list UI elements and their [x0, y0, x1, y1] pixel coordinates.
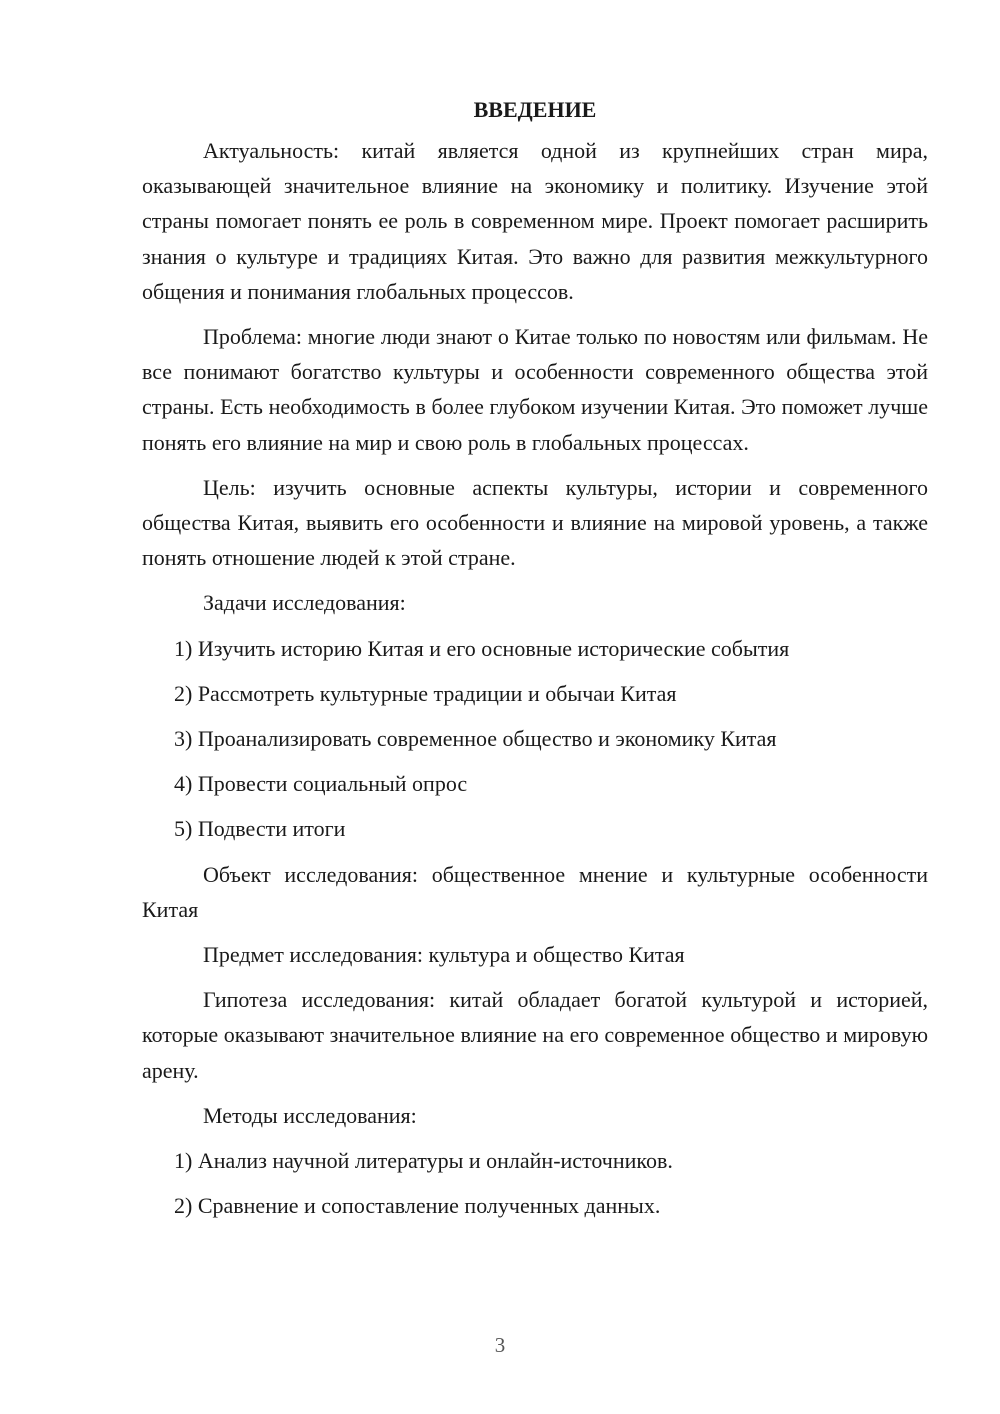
method-item: 2) Сравнение и сопоставление полученных данных.	[174, 1193, 661, 1219]
section-title: ВВЕДЕНИЕ	[473, 97, 597, 122]
object-paragraph: Объект исследования: общественное мнение и культурные особенности Китая	[142, 861, 928, 922]
task-item: 2) Рассмотреть культурные традиции и обычаи Китая	[174, 680, 677, 706]
relevance-paragraph: Актуальность: китай является одной из крупнейших стран мира, оказывающей значительное влияние на экономику и политику. Изучение этой страны помогает понять ее роль в современном мире. Проект помогает расширить знания о культуре и традициях Китая. Это важно для развития межкультурного общения и понимания глобальных процессов.	[142, 138, 928, 304]
task-item: 1) Изучить историю Китая и его основные исторические события	[174, 635, 790, 661]
task-item: 4) Провести социальный опрос	[174, 771, 468, 797]
task-item: 3) Проанализировать современное общество и экономику Китая	[174, 726, 777, 752]
tasks-heading: Задачи исследования:	[203, 590, 406, 616]
task-item: 5) Подвести итоги	[174, 816, 346, 842]
method-item: 1) Анализ научной литературы и онлайн-источников.	[174, 1148, 673, 1174]
methods-heading: Методы исследования:	[203, 1102, 417, 1128]
methods-list	[142, 1143, 928, 1223]
goal-paragraph: Цель: изучить основные аспекты культуры, истории и современного общества Китая, выявить его особенности и влияние на мировой уровень, а также понять отношение людей к этой стране.	[142, 474, 928, 571]
page-number: 3	[494, 1333, 506, 1357]
document-page	[142, 95, 928, 1233]
subject-paragraph: Предмет исследования: культура и общество Китая	[203, 942, 685, 968]
tasks-list	[142, 631, 928, 847]
problem-paragraph: Проблема: многие люди знают о Китае только по новостям или фильмам. Не все понимают богатство культуры и особенности современного общества этой страны. Есть необходимость в более глубоком изучении Китая. Это поможет лучше понять его влияние на мир и свою роль в глобальных процессах.	[142, 324, 928, 455]
hypothesis-paragraph: Гипотеза исследования: китай обладает богатой культурой и историей, которые оказывают значительное влияние на его современное общество и мировую арену.	[142, 987, 928, 1083]
